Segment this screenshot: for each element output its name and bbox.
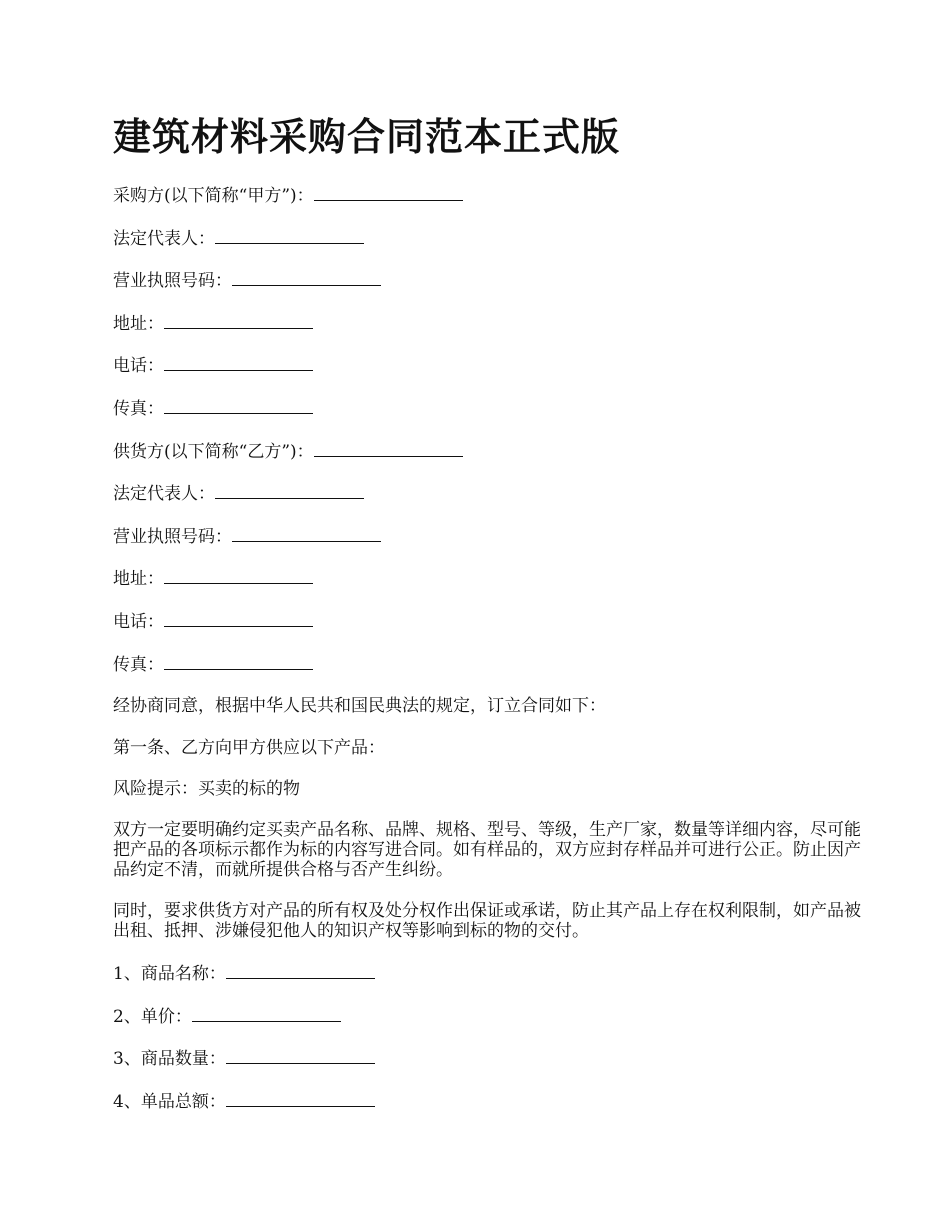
party-b-rep-label: 法定代表人： [113, 484, 215, 505]
paragraph-subject-matter: 双方一定要明确约定买卖产品名称、品牌、规格、型号、等级，生产厂家，数量等详细内容，尽可能把产品的各项标示都作为标的内容写进合同。如有样品的，双方应封存样品并可进行公正。防止因产品约定不清，而就所提供合格与否产生纠纷。 [113, 819, 861, 880]
paragraph-ownership-guarantee: 同时，要求供货方对产品的所有权及处分权作出保证或承诺，防止其产品上存在权利限制，如产品被出租、抵押、涉嫌侵犯他人的知识产权等影响到标的物的交付。 [113, 900, 861, 941]
preamble: 经协商同意，根据中华人民共和国民典法的规定，订立合同如下： [113, 696, 606, 717]
party-a-fax-label: 传真： [113, 398, 164, 419]
party-b-label-line [113, 440, 863, 463]
party-b-license-blank[interactable] [232, 525, 381, 542]
party-b-license-label: 营业执照号码： [113, 526, 232, 547]
article-1-heading: 第一条、乙方向甲方供应以下产品： [113, 737, 385, 758]
party-b-rep-blank[interactable] [215, 482, 364, 499]
party-b-name-blank[interactable] [314, 440, 463, 457]
party-b-address-label: 地址： [113, 569, 164, 590]
party-b-label: 供货方(以下简称“乙方”)： [113, 441, 314, 462]
party-b-fax-line [113, 653, 863, 676]
party-a-rep-label: 法定代表人： [113, 228, 215, 249]
party-a-name-blank[interactable] [314, 184, 463, 201]
party-a-address-line [113, 312, 863, 335]
item-price-label: 2、单价： [113, 1006, 192, 1027]
party-a-fax-line [113, 397, 863, 420]
item-name-blank[interactable] [226, 962, 375, 979]
item-name-label: 1、商品名称： [113, 963, 226, 984]
item-total-blank[interactable] [226, 1090, 375, 1107]
party-b-license-line [113, 525, 863, 548]
party-a-rep-blank[interactable] [215, 227, 364, 244]
party-b-phone-blank[interactable] [164, 610, 313, 627]
item-total-label: 4、单品总额： [113, 1091, 226, 1112]
item-price-blank[interactable] [192, 1005, 341, 1022]
party-b-fax-blank[interactable] [164, 653, 313, 670]
party-a-label-line [113, 184, 863, 207]
party-b-phone-line [113, 610, 863, 633]
risk-tip: 风险提示：买卖的标的物 [113, 779, 300, 800]
party-a-license-blank[interactable] [232, 269, 381, 286]
item-quantity-blank[interactable] [226, 1047, 375, 1064]
party-a-license-line [113, 269, 863, 292]
item-total-line [113, 1090, 863, 1113]
party-a-fax-blank[interactable] [164, 397, 313, 414]
item-name-line [113, 962, 863, 985]
party-b-fax-label: 传真： [113, 654, 164, 675]
party-b-rep-line [113, 482, 863, 505]
item-quantity-label: 3、商品数量： [113, 1049, 226, 1070]
party-b-address-blank[interactable] [164, 567, 313, 584]
party-a-address-label: 地址： [113, 313, 164, 334]
document-title: 建筑材料采购合同范本正式版 [113, 114, 621, 159]
party-b-address-line [113, 567, 863, 590]
party-b-phone-label: 电话： [113, 611, 164, 632]
item-quantity-line [113, 1047, 863, 1070]
party-a-label: 采购方(以下简称“甲方”)： [113, 186, 314, 206]
party-a-rep-line [113, 227, 863, 250]
item-price-line [113, 1005, 863, 1028]
party-a-phone-blank[interactable] [164, 354, 313, 371]
party-a-license-label: 营业执照号码： [113, 271, 232, 292]
party-a-phone-line [113, 354, 863, 377]
party-a-phone-label: 电话： [113, 356, 164, 377]
party-a-address-blank[interactable] [164, 312, 313, 329]
document-page [113, 112, 863, 1132]
